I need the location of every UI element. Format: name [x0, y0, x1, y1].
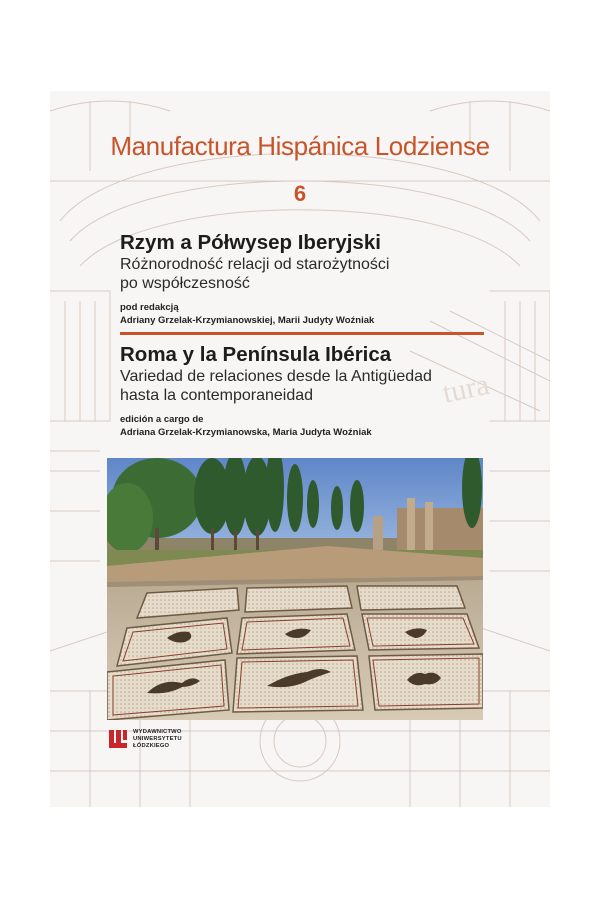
publisher-name	[133, 729, 182, 750]
polish-subtitle-line2: po współczesność	[120, 275, 250, 292]
publisher-line1: WYDAWNICTWO	[133, 728, 182, 735]
svg-text:tura: tura	[439, 367, 493, 410]
spanish-title-block	[120, 343, 500, 439]
polish-editor-label: pod redakcją	[120, 302, 179, 313]
publisher-line3: ŁÓDZKIEGO	[133, 742, 170, 749]
spanish-subtitle-line2: hasta la contemporaneidad	[120, 387, 314, 404]
book-cover	[50, 91, 550, 807]
polish-title: Rzym a Półwysep Iberyjski	[120, 231, 381, 254]
spanish-editors: Adriana Grzelak-Krzymianowska, Maria Judyta Woźniak	[120, 427, 372, 438]
roman-mosaic-photo-illustration	[107, 458, 483, 720]
accent-divider	[120, 332, 484, 335]
polish-editors: Adriany Grzelak-Krzymianowskiej, Marii Judyty Woźniak	[120, 315, 375, 326]
series-title: Manufactura Hispánica Lodziense	[110, 131, 490, 161]
publisher-line2: UNIWERSYTETU	[133, 735, 182, 742]
cover-photo	[107, 458, 483, 720]
spanish-title: Roma y la Península Ibérica	[120, 343, 392, 366]
polish-subtitle-line1: Różnorodność relacji od starożytności	[120, 256, 390, 273]
polish-title-block	[120, 231, 500, 327]
spanish-subtitle-line1: Variedad de relaciones desde la Antigüedad	[120, 368, 432, 385]
publisher-block	[107, 726, 182, 752]
series-number: 6	[293, 181, 307, 206]
spanish-editor-label: edición a cargo de	[120, 414, 204, 425]
university-of-lodz-logo-icon	[107, 728, 129, 750]
